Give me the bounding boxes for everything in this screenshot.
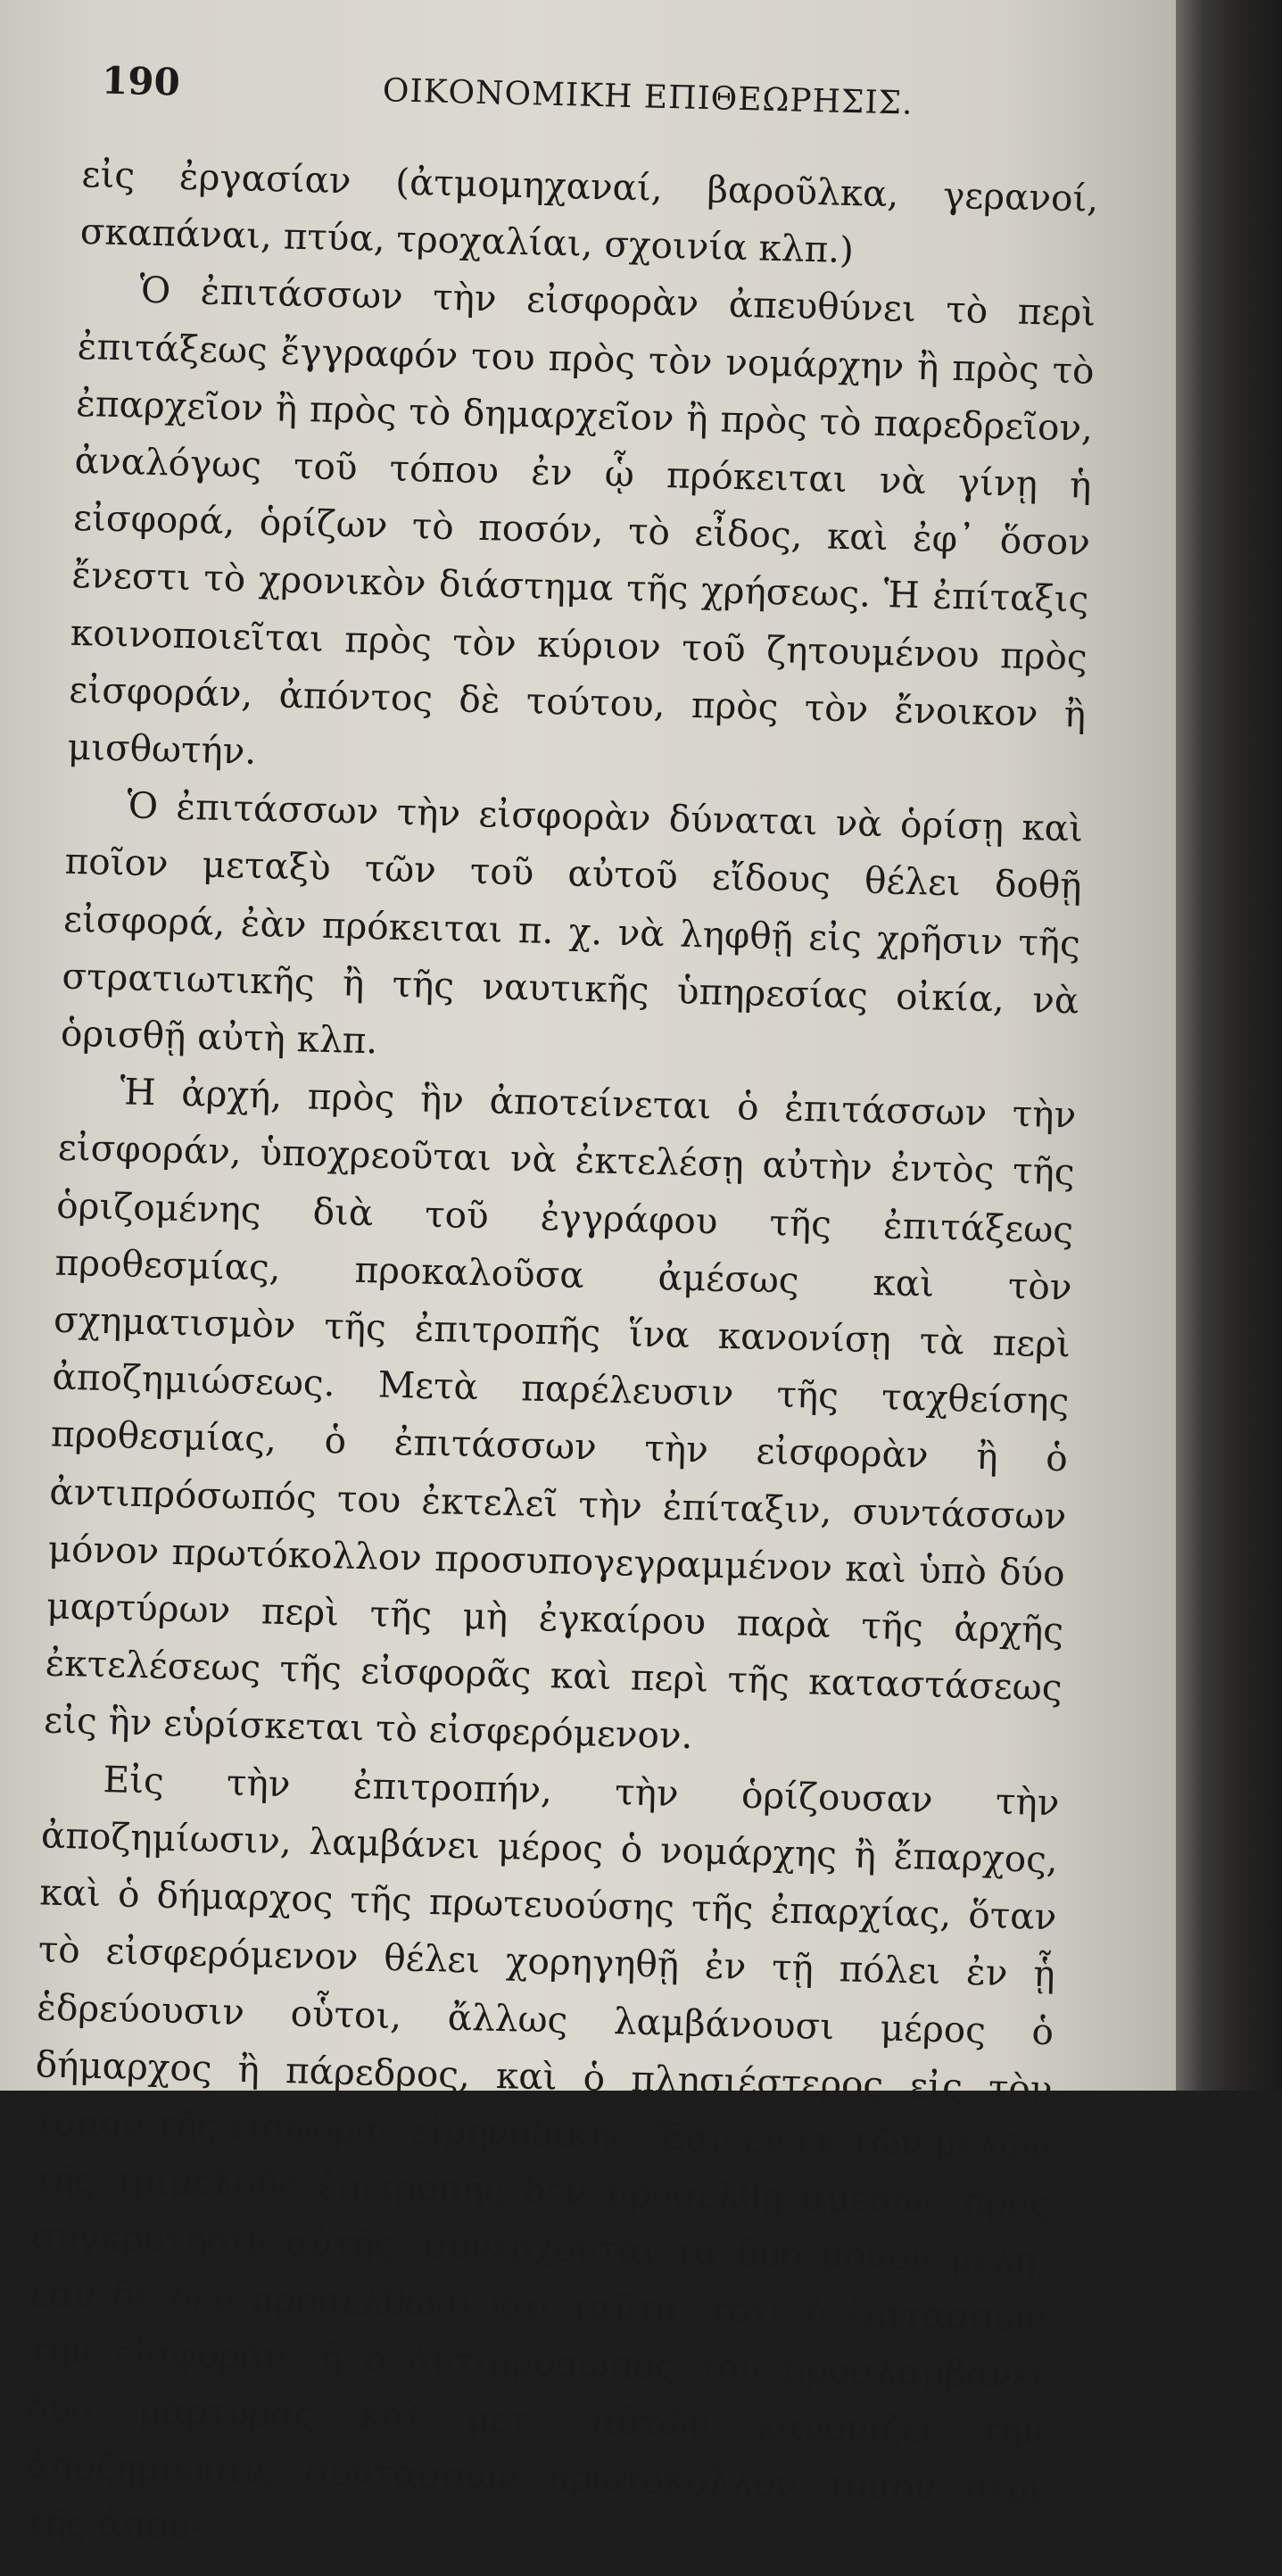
running-head: ΟΙΚΟΝΟΜΙΚΗ ΕΠΙΘΕΩΡΗΣΙΣ. xyxy=(382,72,914,122)
body-text xyxy=(23,145,1099,2576)
paragraph: Ὁ ἐπιτάσσων τὴν εἰσφορὰν δύναται νὰ ὁρίσῃ καὶ ποῖον μεταξὺ τῶν τοῦ αὐτοῦ εἴδους θέλει δοθῇ εἰσφορά, ἐὰν πρόκειται π. χ. νὰ ληφθῇ εἰς χρῆσιν τῆς στρατιωτικῆς ἢ τῆς ναυτικῆς ὑπηρεσίας οἰκία, νὰ ὁρισθῇ αὐτὴ κλπ. xyxy=(60,783,1084,1063)
page-header xyxy=(83,49,1102,145)
paragraph: Εἰς τὴν ἐπιτροπήν, τὴν ὁρίζουσαν τὴν ἀποζημίωσιν, λαμβάνει μέρος ὁ νομάρχης ἢ ἔπαρχος, καὶ ὁ δήμαρχος τῆς πρωτευούσης τῆς ἐπαρχίας, ὅταν τὸ εἰσφερόμενον θέλει χορηγηθῇ ἐν τῇ πόλει ἐν ᾗ ἑδρεύουσιν οὗτοι, ἄλλως λαμβάνουσι μέρος ὁ δήμαρχος ἢ πάρεδρος, καὶ ὁ πλησιέστερος εἰς τὸν τόπον τῆς εἰσφορᾶς εἰρηνοδίκης. Ἐὰν ἓν ἐκ τῶν μελῶν τῆς τριμελοῦς ἐπιτροπῆς δὲν προσέλθῃ ἀμέσως πρὸς συγκρότησιν αὐτῆς, συνέρχονται τὰ δύο μόνον μέλη, ἐὰν δὲ δὲν προσέλθωσι καὶ ταῦτα, τότε ὁ ἐπιτάσσων τὴν εἰσφοράν, ἢ ὁ ἀντιπρόσωπός του προσλαμβάνει δύο μάρτυρας καὶ μετ᾽ αὐτῶν κανονίζει τὴν ἀποζημίωσιν, συντάσσων πρωτόκολλον τόσον περὶ τῆς ἀπου- xyxy=(23,1757,1060,2548)
paragraph: Ἡ ἀρχή, πρὸς ἣν ἀποτείνεται ὁ ἐπιτάσσων τὴν εἰσφοράν, ὑποχρεοῦται νὰ ἐκτελέσῃ αὐτὴν ἐντὸς τῆς ὁριζομένης διὰ τοῦ ἐγγράφου τῆς ἐπιτάξεως προθεσμίας, προκαλοῦσα ἀμέσως καὶ τὸν σχηματισμὸν τῆς ἐπιτροπῆς ἵνα κανονίσῃ τὰ περὶ ἀποζημιώσεως. Μετὰ παρέλευσιν τῆς ταχθείσης προθεσμίας, ὁ ἐπιτάσσων τὴν εἰσφορὰν ἢ ὁ ἀντιπρόσωπός του ἐκτελεῖ τὴν ἐπίταξιν, συντάσσων μόνον πρωτόκολλον προσυπογεγραμμένον καὶ ὑπὸ δύο μαρτύρων περὶ τῆς μὴ ἐγκαίρου παρὰ τῆς ἀρχῆς ἐκτελέσεως τῆς εἰσφορᾶς καὶ περὶ τῆς καταστάσεως εἰς ἣν εὑρίσκεται τὸ εἰσφερόμενον. xyxy=(43,1070,1077,1758)
page-number: 190 xyxy=(101,58,181,104)
paragraph: εἰς ἐργασίαν (ἀτμομηχαναί, βαροῦλκα, γερανοί, σκαπάναι, πτύα, τροχαλίαι, σχοινία κλπ.) xyxy=(79,152,1099,272)
paragraph: Ὁ ἐπιτάσσων τὴν εἰσφορὰν ἀπευθύνει τὸ περὶ ἐπιτάξεως ἔγγραφόν του πρὸς τὸν νομάρχην ἢ πρὸς τὸ ἐπαρχεῖον ἢ πρὸς τὸ δημαρχεῖον ἢ πρὸς τὸ παρεδρεῖον, ἀναλόγως τοῦ τόπου ἐν ᾧ πρόκειται νὰ γίνῃ ἡ εἰσφορά, ὁρίζων τὸ ποσόν, τὸ εἶδος, καὶ ἐφ᾽ ὅσον ἔνεστι τὸ χρονικὸν διάστημα τῆς χρήσεως. Ἡ ἐπίταξις κοινοποιεῖται πρὸς τὸν κύριον τοῦ ζητουμένου πρὸς εἰσφοράν, ἀπόντος δὲ τούτου, πρὸς τὸν ἔνοικον ἢ μισθωτήν. xyxy=(67,268,1096,773)
page-content xyxy=(23,49,1101,2576)
book-gutter-shadow xyxy=(1176,0,1282,2091)
